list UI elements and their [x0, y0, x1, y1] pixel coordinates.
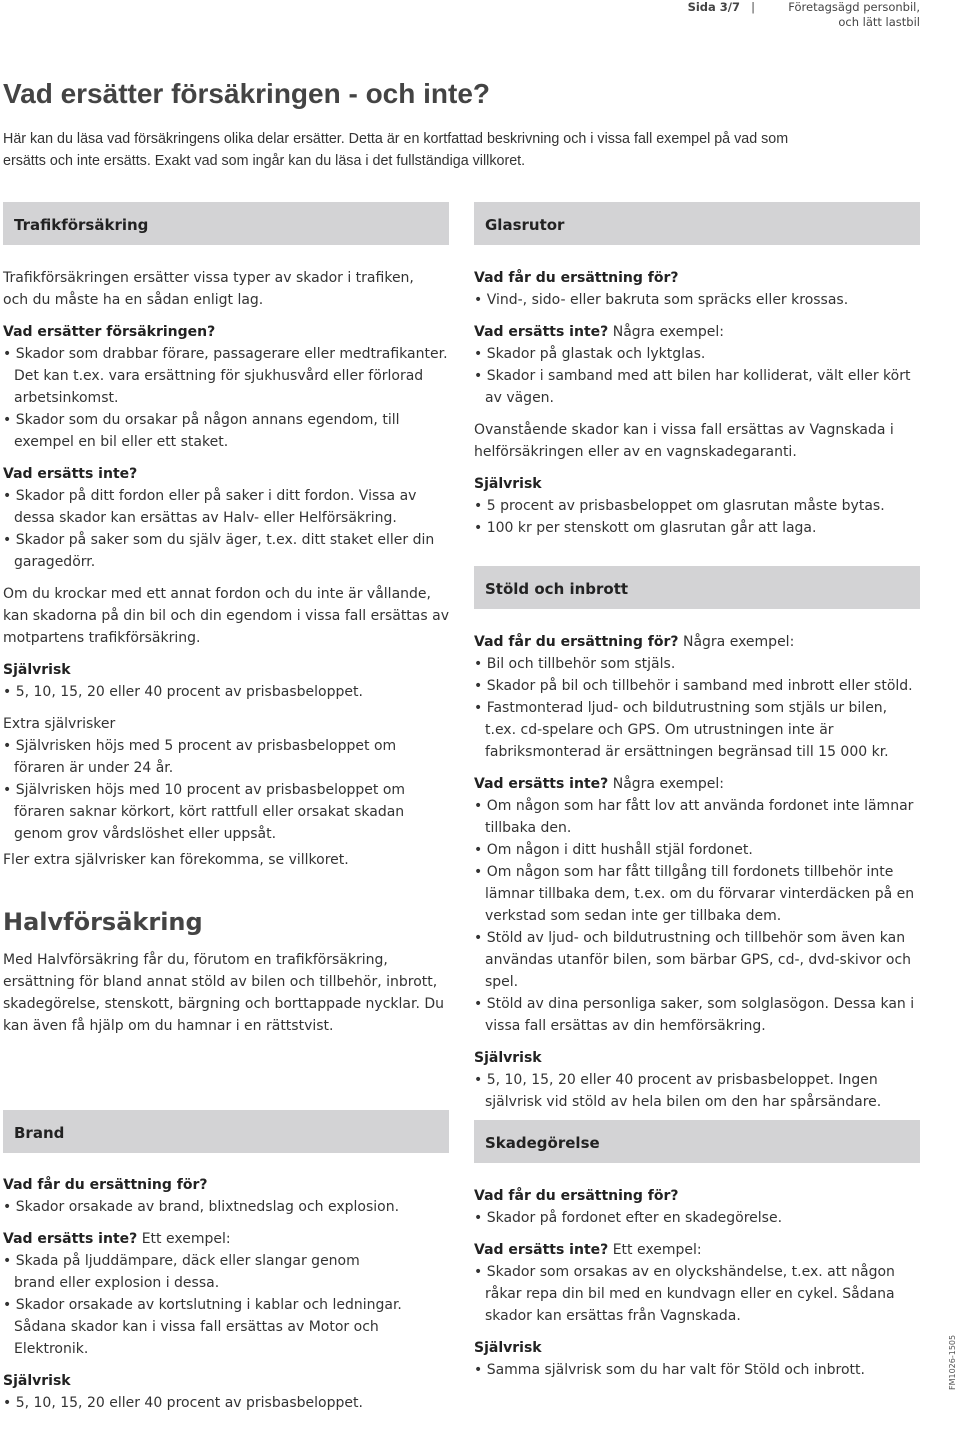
list-item: • Skador orsakade av kortslutning i kablar och ledningar. Sådana skador kan i vissa fall ersättas av Motor och Elektronik. — [3, 1297, 402, 1357]
section-heading-skade: Skadegörelse — [474, 1120, 920, 1163]
header-company-line2: och lätt lastbil — [838, 15, 920, 29]
brand-self-heading: Självrisk — [3, 1373, 71, 1389]
list-item: • Skador som orsakas av en olyckshändelse, t.ex. att någon råkar repa din bil med en kundvagn eller en cykel. Sådana skador kan ersättas från Vagnskada. — [474, 1264, 895, 1324]
intro-line-2: ersätts och inte ersätts. Exakt vad som ingår kan du läsa i det fullständiga villkoret. — [3, 153, 526, 169]
stold-what-heading: Vad får du ersättning för? — [474, 634, 679, 650]
skade-what-heading: Vad får du ersättning för? — [474, 1188, 679, 1204]
list-item: • Samma självrisk som du har valt för Stöld och inbrott. — [474, 1362, 865, 1378]
page-number: Sida 3/7 — [687, 0, 740, 14]
glas-not-suffix: Några exempel: — [608, 324, 725, 340]
section-heading-glas: Glasrutor — [474, 202, 920, 245]
list-item: • Skador orsakade av brand, blixtnedslag och explosion. — [3, 1199, 400, 1215]
trafik-extra-heading: Extra självrisker — [3, 716, 116, 732]
list-item: • Självrisken höjs med 5 procent av prisbasbeloppet om föraren är under 24 år. — [3, 738, 397, 776]
section-heading-trafik: Trafikförsäkring — [3, 202, 449, 245]
section-heading-brand: Brand — [3, 1110, 449, 1153]
list-item: • Vind-, sido- eller bakruta som spräcks eller krossas. — [474, 292, 849, 308]
skade-not-heading: Vad ersätts inte? — [474, 1242, 609, 1258]
skade-not-suffix: Ett exempel: — [608, 1242, 702, 1258]
list-item: • 5, 10, 15, 20 eller 40 procent av prisbasbeloppet. — [3, 1395, 363, 1411]
intro-text — [3, 128, 903, 172]
glas-not-heading: Vad ersätts inte? — [474, 324, 609, 340]
trafik-self-heading: Självrisk — [3, 662, 71, 678]
list-item: • Skador som drabbar förare, passagerare eller medtrafikanter. Det kan t.ex. vara ersättning för sjukhusvård eller förlorad arbetsinkomst. — [3, 346, 448, 406]
list-item: • Skada på ljuddämpare, däck eller slangar genom brand eller explosion i dessa. — [3, 1253, 360, 1291]
intro-line-1: Här kan du läsa vad försäkringens olika delar ersätter. Detta är en kortfattad beskrivning och i vissa fall exempel på vad som — [3, 131, 789, 147]
glas-note: Ovanstående skador kan i vissa fall ersättas av Vagnskada i helförsäkringen eller av en vagnskadegaranti. — [474, 422, 894, 460]
list-item: • Bil och tillbehör som stjäls. — [474, 656, 676, 672]
list-item: • 5, 10, 15, 20 eller 40 procent av prisbasbeloppet. — [3, 684, 363, 700]
trafik-what-heading: Vad ersätter försäkringen? — [3, 324, 216, 340]
brand-section — [3, 1110, 449, 1414]
halv-heading: Halvförsäkring — [3, 908, 203, 936]
stold-not-suffix: Några exempel: — [608, 776, 725, 792]
list-item: • Skador på fordonet efter en skadegörelse. — [474, 1210, 783, 1226]
trafik-description: Trafikförsäkringen ersätter vissa typer av skador i trafiken, och du måste ha en sådan enligt lag. — [3, 270, 414, 308]
list-item: • Skador på saker som du själv äger, t.ex. ditt staket eller din garagedörr. — [3, 532, 435, 570]
header-company-line1: Företagsägd personbil, — [788, 0, 920, 14]
glas-self-heading: Självrisk — [474, 476, 542, 492]
section-heading-stold: Stöld och inbrott — [474, 566, 920, 609]
list-item: • Om någon som har fått lov att använda fordonet inte lämnar tillbaka den. — [474, 798, 914, 836]
trafik-crash-text: Om du krockar med ett annat fordon och du inte är vållande, kan skadorna på din bil och din egendom i vissa fall ersättas av motpartens trafikförsäkring. — [3, 586, 449, 646]
left-column — [3, 202, 449, 1037]
right-column — [474, 202, 920, 539]
skade-self-heading: Självrisk — [474, 1340, 542, 1356]
trafik-not-heading: Vad ersätts inte? — [3, 466, 138, 482]
brand-not-suffix: Ett exempel: — [137, 1231, 231, 1247]
list-item: • Stöld av ljud- och bildutrustning och tillbehör som även kan användas utanför bilen, som bärbar GPS, cd-, dvd-skivor och spel. — [474, 930, 912, 990]
list-item: • Skador i samband med att bilen har kolliderat, vält eller kört av vägen. — [474, 368, 911, 406]
stold-section — [474, 566, 920, 1113]
list-item: • Skador som du orsakar på någon annans egendom, till exempel en bil eller ett staket. — [3, 412, 400, 450]
trafik-more-text: Fler extra självrisker kan förekomma, se villkoret. — [3, 852, 349, 868]
list-item: • Självrisken höjs med 10 procent av prisbasbeloppet om föraren saknar körkort, kört rattfull eller orsakat skadan genom grov vårdslöshet eller uppsåt. — [3, 782, 406, 842]
document-code: FM1026-1505 — [948, 1334, 957, 1390]
stold-not-heading: Vad ersätts inte? — [474, 776, 609, 792]
list-item: • Skador på glastak och lyktglas. — [474, 346, 706, 362]
stold-what-suffix: Några exempel: — [678, 634, 795, 650]
brand-not-heading: Vad ersätts inte? — [3, 1231, 138, 1247]
list-item: • Stöld av dina personliga saker, som solglasögon. Dessa kan i vissa fall ersättas av din hemförsäkring. — [474, 996, 915, 1034]
list-item: • Om någon i ditt hushåll stjäl fordonet. — [474, 842, 753, 858]
list-item: • Fastmonterad ljud- och bildutrustning som stjäls ur bilen, t.ex. cd-spelare och GPS. Om utrustningen inte är fabriksmonterad är ersättningen begränsad till 15 000 kr. — [474, 700, 889, 760]
list-item: • Skador på ditt fordon eller på saker i ditt fordon. Vissa av dessa skador kan ersättas av Halv- eller Helförsäkring. — [3, 488, 417, 526]
halv-text: Med Halvförsäkring får du, förutom en trafikförsäkring, ersättning för bland annat stöld av bilen och tillbehör, inbrott, skadegörelse, stenskott, bärgning och borttappade nycklar. Du kan även få hjälp om du hamnar i en rättstvist. — [3, 952, 445, 1034]
skade-section — [474, 1120, 920, 1381]
list-item: • Om någon som har fått tillgång till fordonets tillbehör inte lämnar tillbaka dem, t.ex. om du förvarar vinterdäcken på en verkstad som sedan inte ger tillbaka dem. — [474, 864, 915, 924]
glas-what-heading: Vad får du ersättning för? — [474, 270, 679, 286]
list-item: • 5, 10, 15, 20 eller 40 procent av prisbasbeloppet. Ingen självrisk vid stöld av hela bilen om den har spårsändare. — [474, 1072, 882, 1110]
header-separator: | — [751, 0, 755, 14]
page-title: Vad ersätter försäkringen - och inte? — [3, 78, 491, 109]
stold-self-heading: Självrisk — [474, 1050, 542, 1066]
list-item: • Skador på bil och tillbehör i samband med inbrott eller stöld. — [474, 678, 913, 694]
list-item: • 5 procent av prisbasbeloppet om glasrutan måste bytas. — [474, 498, 885, 514]
list-item: • 100 kr per stenskott om glasrutan går att laga. — [474, 520, 817, 536]
page-header — [687, 0, 920, 30]
brand-what-heading: Vad får du ersättning för? — [3, 1177, 208, 1193]
